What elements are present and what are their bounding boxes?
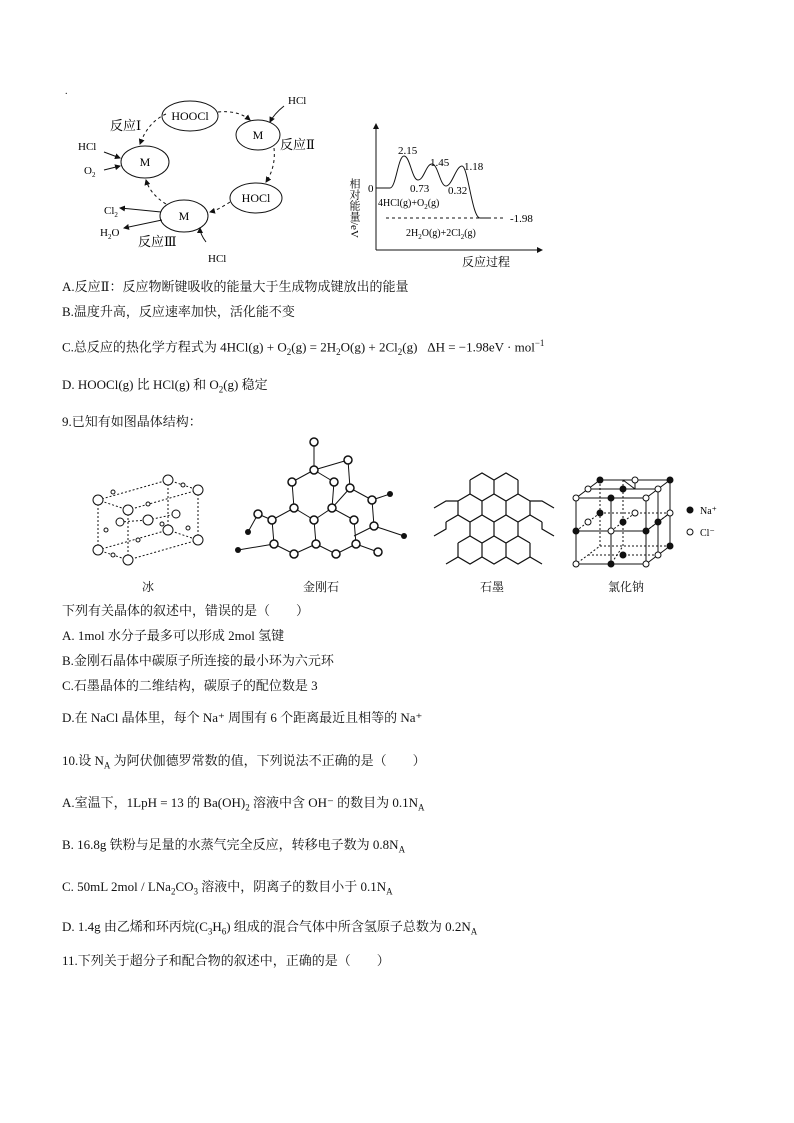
peak-label: 2.15 (398, 145, 418, 157)
na-legend-dot (687, 507, 693, 513)
q11-stem: 11.下列关于超分子和配合物的叙述中，正确的是（ ） (62, 953, 390, 968)
cl2-label: $Cl_2$ (104, 205, 118, 219)
q9-option-a: A. 1mol 水分子最多可以形成 2mol 氢键 (62, 628, 285, 643)
q8-option-b: B.温度升高，反应速率加快，活化能不变 (62, 304, 295, 319)
m-label: M (252, 128, 264, 142)
q9-question: 下列有关晶体的叙述中，错误的是（ ） (62, 603, 310, 618)
reaction1-label: 反应Ⅰ (110, 118, 142, 133)
y-axis-label: 相对能量/eV (348, 178, 360, 238)
graphite-caption: 石墨 (480, 580, 505, 594)
nacl-caption: 氯化钠 (608, 580, 645, 594)
valley-label: 0.73 (410, 183, 430, 195)
hcl-label: HCl (78, 141, 97, 153)
na-legend-label: Na⁺ (700, 506, 717, 517)
energy-profile-diagram (346, 118, 546, 270)
q8-option-c: C.总反应的热化学方程式为 $4HCl(g) + O_2(g) = 2H_2O(g) + 2Cl_2(g)$ ΔH = −1.98eV · mol$^{-1}$ (62, 338, 545, 357)
cl-legend-dot (687, 529, 693, 535)
q10-option-b: B. 16.8g 铁粉与足量的水蒸气完全反应，转移电子数为 $0.8N_A$ (62, 837, 406, 855)
peak-label: 1.18 (464, 161, 484, 173)
q9-option-b: B.金刚石晶体中碳原子所连接的最小环为六元环 (62, 653, 334, 668)
q9-stem: 9.已知有如图晶体结构： (62, 414, 202, 429)
h2o-label: $H_2O$ (100, 227, 120, 241)
x-axis-label: 反应过程 (462, 255, 511, 269)
reaction-cycle-diagram (78, 92, 328, 272)
m-label: M (178, 209, 190, 223)
ice-structure (78, 470, 218, 566)
q10-stem: 10.设 $N_A$ 为阿伏伽德罗常数的值，下列说法不正确的是（ ） (62, 753, 426, 771)
q10-option-a: A.室温下，1LpH = 13 的 $Ba(OH)_2$ 溶液中含 OH⁻ 的数目为 $0.1N_A$ (62, 795, 425, 813)
products-label: $2H_2O(g)+2Cl_2(g)$ (406, 228, 476, 241)
hcl-label: HCl (288, 95, 307, 107)
q10-option-d: D. 1.4g 由乙烯和环丙烷$(C_3H_6)$ 组成的混合气体中所含氢原子总数为 $0.2N_A$ (62, 919, 478, 937)
ice-caption: 冰 (142, 580, 155, 594)
q9-option-d: D.在 NaCl 晶体里，每个 Na⁺ 周围有 6 个距离最近且相等的 Na⁺ (62, 710, 423, 725)
diamond-structure (228, 436, 412, 566)
hoocl-label: HOOCl (171, 109, 209, 123)
diamond-caption: 金刚石 (303, 580, 340, 594)
final-energy-label: -1.98 (510, 213, 533, 225)
reactants-label: $4HCl(g)+O_2(g)$ (378, 198, 440, 211)
reaction3-label: 反应Ⅲ (138, 234, 177, 249)
o2-label: $O_2$ (84, 165, 96, 179)
peak-label: 1.45 (430, 157, 450, 169)
hocl-label: HOCl (241, 191, 271, 205)
reaction2-label: 反应Ⅱ (280, 137, 315, 152)
m-label: M (139, 155, 151, 169)
q10-option-c: C. 50mL $2mol / LNa_2CO_3$ 溶液中，阴离子的数目小于 $0.1N_A$ (62, 879, 393, 897)
zero-label: 0 (368, 183, 374, 195)
cl-legend-label: Cl⁻ (700, 528, 715, 539)
q9-option-c: C.石墨晶体的二维结构，碳原子的配位数是 3 (62, 678, 318, 693)
stray-dot: . (65, 86, 68, 97)
graphite-structure (430, 470, 558, 574)
hcl-label: HCl (208, 253, 227, 265)
q8-option-a: A.反应Ⅱ：反应物断键吸收的能量大于生成物成键放出的能量 (62, 279, 409, 294)
valley-label: 0.32 (448, 185, 468, 197)
nacl-structure (566, 474, 742, 572)
q8-option-d: D. HOOCl(g) 比 HCl(g) 和 $O_2(g)$ 稳定 (62, 377, 268, 395)
